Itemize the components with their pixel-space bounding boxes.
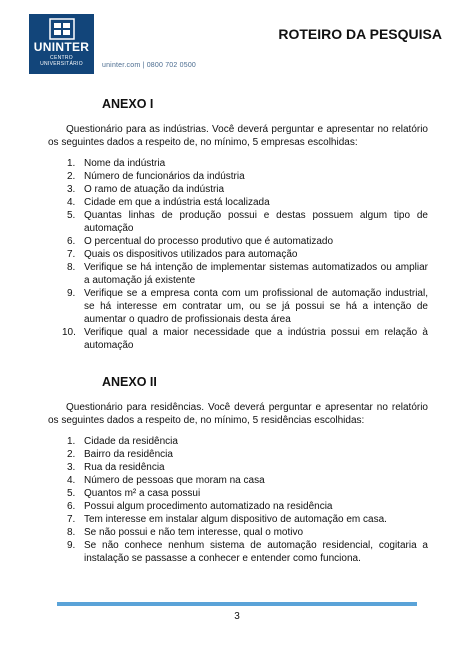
uninter-emblem-icon: [49, 18, 75, 40]
list-item-number: 3.: [67, 184, 76, 195]
list-item-number: 2.: [67, 449, 76, 460]
list-item-number: 3.: [67, 462, 76, 473]
list-item-text: Verifique se a empresa conta com um profissional de automação industrial, se há interesse em contratar um, ou se já possui se há a intenção de aumentar o quadro de profissionais desta área: [84, 288, 428, 325]
list-item: [48, 209, 428, 235]
list-item-number: 6.: [67, 236, 76, 247]
annex2-title: ANEXO II: [102, 375, 157, 389]
contact-info: uninter.com | 0800 702 0500: [102, 62, 197, 69]
list-item-text: Se não conhece nenhum sistema de automação residencial, cogitaria a instalação se passasse a conhecer e entender como funciona.: [84, 540, 428, 564]
annex1-intro: Questionário para as indústrias. Você deverá perguntar e apresentar no relatório os seguintes dados a respeito de, no mínimo, 5 empresas escolhidas:: [48, 124, 428, 148]
list-item: [48, 196, 428, 209]
list-item: [48, 435, 428, 448]
list-item: [48, 326, 428, 352]
list-item-number: 8.: [67, 527, 76, 538]
list-item-number: 8.: [67, 262, 76, 273]
list-item: [48, 248, 428, 261]
list-item: [48, 526, 428, 539]
list-item-number: 6.: [67, 501, 76, 512]
logo-subtitle-line1: CENTRO: [50, 55, 73, 61]
list-item: [48, 261, 428, 287]
list-item-text: Rua da residência: [84, 462, 165, 473]
footer-divider: [57, 602, 417, 606]
list-item-text: Possui algum procedimento automatizado na residência: [84, 501, 333, 512]
annex2-list: [48, 435, 428, 565]
page-header: [0, 0, 474, 95]
annex1-title: ANEXO I: [102, 97, 154, 111]
list-item-number: 7.: [67, 249, 76, 260]
list-item: [48, 500, 428, 513]
list-item: [48, 287, 428, 326]
list-item-text: Número de funcionários da indústria: [84, 171, 245, 182]
list-item: [48, 157, 428, 170]
list-item: [48, 539, 428, 565]
page-number: 3: [234, 611, 240, 622]
annex2-intro: Questionário para residências. Você deverá perguntar e apresentar no relatório os seguintes dados a respeito de, no mínimo, 5 residências escolhidas:: [48, 402, 428, 426]
list-item-text: Quais os dispositivos utilizados para automação: [84, 249, 298, 260]
list-item-text: Número de pessoas que moram na casa: [84, 475, 265, 486]
list-item: [48, 235, 428, 248]
list-item-text: Tem interesse em instalar algum dispositivo de automação em casa.: [84, 514, 387, 525]
list-item-number: 5.: [67, 210, 76, 221]
annex1-section: [48, 98, 428, 352]
list-item-text: Nome da indústria: [84, 158, 166, 169]
list-item: [48, 448, 428, 461]
list-item: [48, 513, 428, 526]
list-item-number: 9.: [67, 288, 76, 299]
list-item: [48, 461, 428, 474]
list-item-number: 1.: [67, 158, 76, 169]
list-item-text: Verifique se há intenção de implementar sistemas automatizados ou ampliar a automação já existente: [84, 262, 428, 286]
list-item-number: 9.: [67, 540, 76, 551]
list-item-text: Se não possui e não tem interesse, qual o motivo: [84, 527, 304, 538]
list-item-number: 1.: [67, 436, 76, 447]
list-item-number: 2.: [67, 171, 76, 182]
list-item-number: 5.: [67, 488, 76, 499]
list-item-text: O percentual do processo produtivo que é automatizado: [84, 236, 334, 247]
list-item-text: O ramo de atuação da indústria: [84, 184, 225, 195]
list-item-number: 10.: [62, 327, 76, 338]
logo-name: UNINTER: [33, 40, 90, 54]
list-item: [48, 474, 428, 487]
list-item-text: Quantos m² a casa possui: [84, 488, 201, 499]
list-item-text: Verifique qual a maior necessidade que a indústria possui em relação à automação: [84, 327, 428, 351]
document-title: ROTEIRO DA PESQUISA: [278, 26, 442, 42]
logo-subtitle: [29, 55, 94, 67]
list-item-text: Cidade em que a indústria está localizada: [84, 197, 270, 208]
list-item-number: 4.: [67, 475, 76, 486]
list-item-text: Cidade da residência: [84, 436, 178, 447]
list-item: [48, 487, 428, 500]
list-item-number: 4.: [67, 197, 76, 208]
list-item-text: Quantas linhas de produção possui e destas possuem algum tipo de automação: [84, 210, 428, 234]
uninter-logo: [29, 14, 94, 74]
annex1-list: [48, 157, 428, 352]
logo-subtitle-line2: UNIVERSITÁRIO: [40, 61, 83, 67]
annex2-section: [48, 376, 428, 565]
list-item: [48, 183, 428, 196]
list-item-number: 7.: [67, 514, 76, 525]
list-item: [48, 170, 428, 183]
list-item-text: Bairro da residência: [84, 449, 173, 460]
